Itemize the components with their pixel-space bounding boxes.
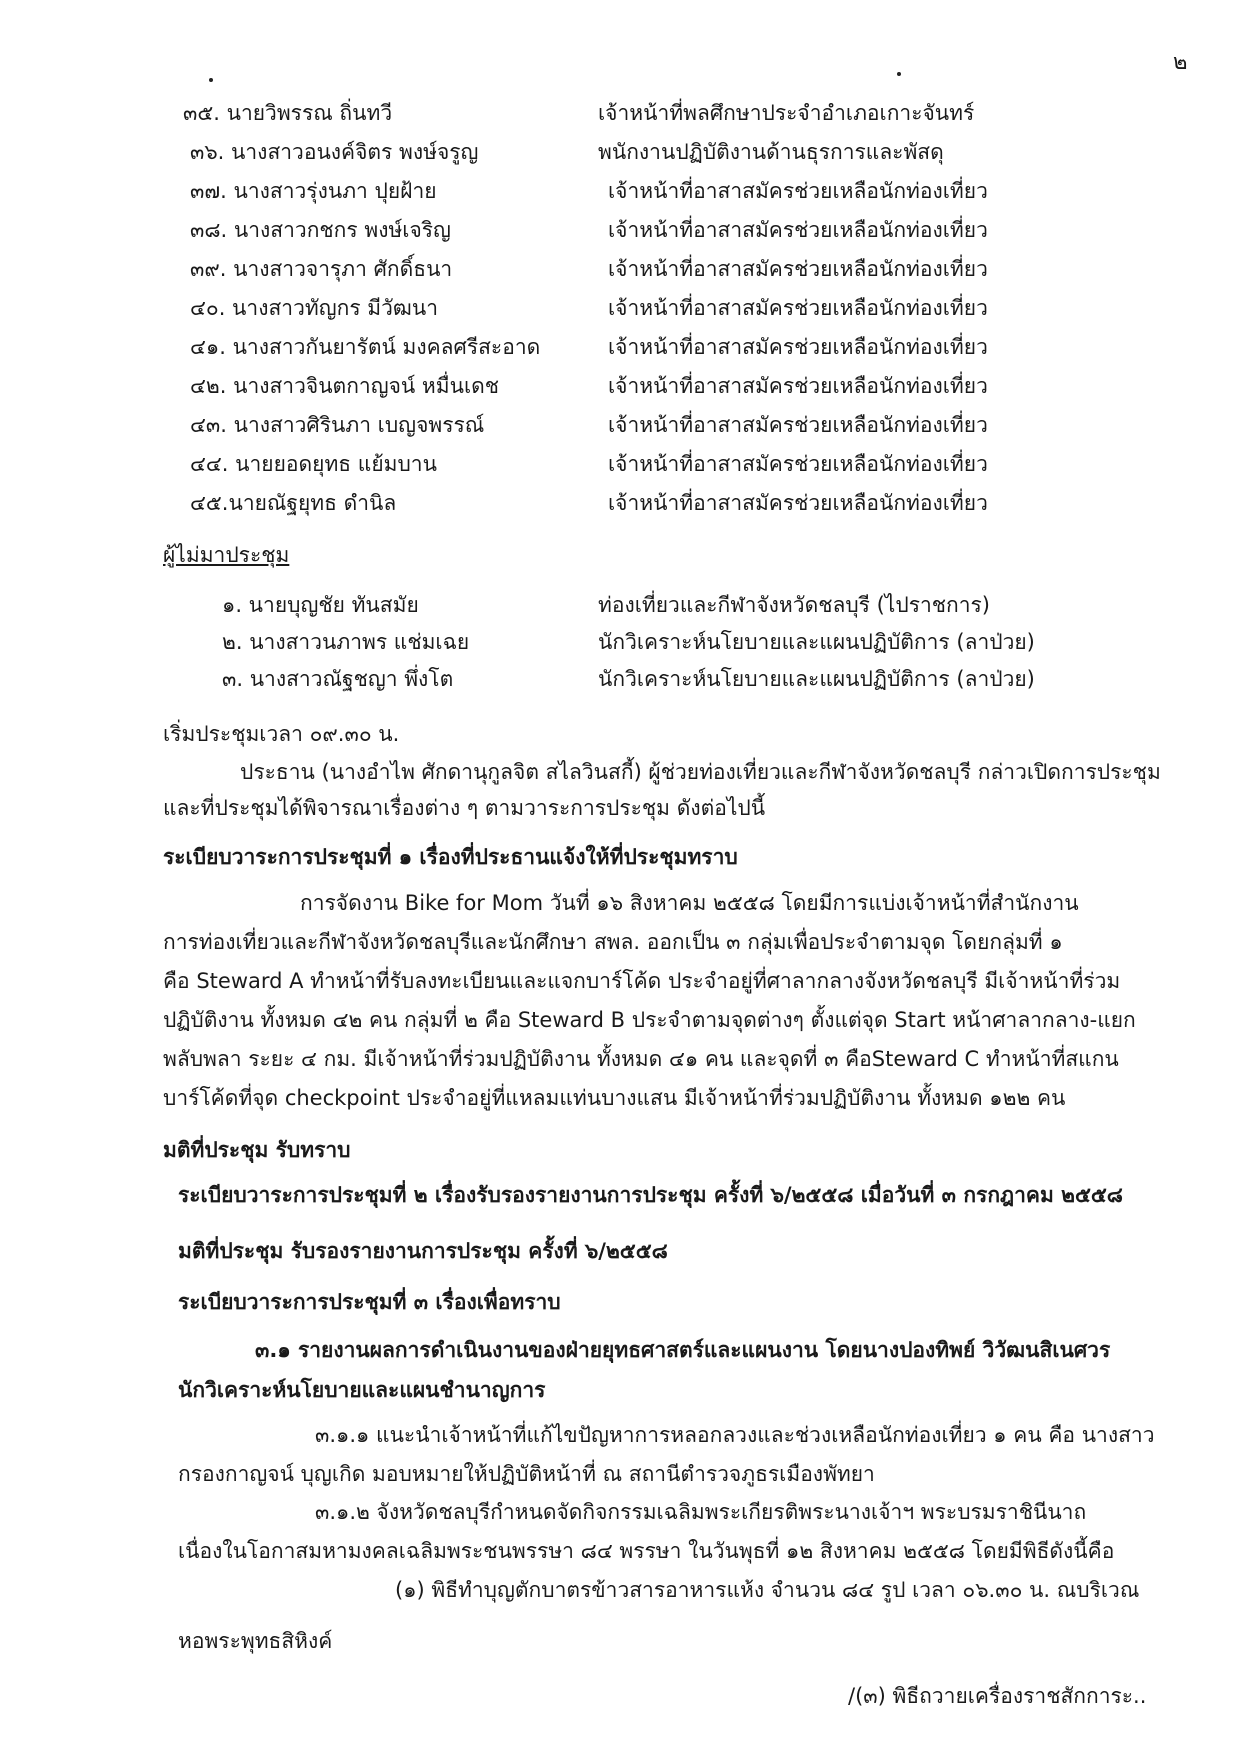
agenda1-heading: ระเบียบวาระการประชุมที่ ๑ เรื่องที่ประธานแจ้งให้ที่ประชุมทราบ <box>163 845 738 869</box>
absent-name: ๑. นายบุญชัย ทันสมัย <box>222 593 419 617</box>
item-3-1-2-line: ๓.๑.๒ จังหวัดชลบุรีกำหนดจัดกิจกรรมเฉลิมพระเกียรติพระนางเจ้าฯ พระบรมราชินีนาถ <box>315 1500 1087 1524</box>
item-3-1-1-line: ๓.๑.๑ แนะนำเจ้าหน้าที่แก้ไขปัญหาการหลอกลวงและช่วงเหลือนักท่องเที่ยว ๑ คน คือ นางสาว <box>315 1423 1155 1447</box>
attendee-role: เจ้าหน้าที่อาสาสมัครช่วยเหลือนักท่องเที่ยว <box>608 413 988 437</box>
absent-role: นักวิเคราะห์นโยบายและแผนปฏิบัติการ (ลาป่วย) <box>598 630 1035 654</box>
page-number: ๒ <box>1173 50 1188 75</box>
absent-name: ๒. นางสาวนภาพร แช่มเฉย <box>222 630 470 654</box>
item-3-1-2-line: หอพระพุทธสิหิงค์ <box>178 1629 333 1653</box>
attendee-name: ๔๕.นายณัฐยุทธ ดำนิล <box>190 491 397 515</box>
attendee-role: เจ้าหน้าที่พลศึกษาประจำอำเภอเกาะจันทร์ <box>598 101 975 125</box>
attendee-name: ๓๗. นางสาวรุ่งนภา ปุยฝ้าย <box>190 179 437 203</box>
attendee-name: ๔๓. นางสาวศิรินภา เบญจพรรณ์ <box>190 413 485 437</box>
opening-line: ประธาน (นางอำไพ ศักดานุกูลจิต สไลวินสกี้) ผู้ช่วยท่องเที่ยวและกีฬาจังหวัดชลบุรี กล่าวเปิดการประชุม <box>240 760 1161 784</box>
absent-name: ๓. นางสาวณัฐชญา พึ่งโต <box>222 667 454 691</box>
attendee-name: ๓๙. นางสาวจารุภา ศักดิ์ธนา <box>190 257 453 281</box>
attendee-role: เจ้าหน้าที่อาสาสมัครช่วยเหลือนักท่องเที่ยว <box>608 374 988 398</box>
scan-speck <box>209 78 213 82</box>
attendee-role: เจ้าหน้าที่อาสาสมัครช่วยเหลือนักท่องเที่ยว <box>608 335 988 359</box>
item-3-1-line: นักวิเคราะห์นโยบายและแผนชำนาญการ <box>178 1378 546 1402</box>
continuation-note: /(๓) พิธีถวายเครื่องราชสักการะ.. <box>848 1684 1147 1708</box>
opening-line: และที่ประชุมได้พิจารณาเรื่องต่าง ๆ ตามวาระการประชุม ดังต่อไปนี้ <box>163 796 766 820</box>
item-3-1-2-line: (๑) พิธีทำบุญตักบาตรข้าวสารอาหารแห้ง จำนวน ๘๔ รูป เวลา ๐๖.๓๐ น. ณบริเวณ <box>395 1578 1140 1602</box>
start-time: เริ่มประชุมเวลา ๐๙.๓๐ น. <box>163 722 400 746</box>
attendee-name: ๓๕. นายวิพรรณ ถิ่นทวี <box>183 101 393 125</box>
agenda1-resolution: มติที่ประชุม รับทราบ <box>163 1138 351 1162</box>
absent-role: ท่องเที่ยวและกีฬาจังหวัดชลบุรี (ไปราชการ) <box>598 593 990 617</box>
absent-role: นักวิเคราะห์นโยบายและแผนปฏิบัติการ (ลาป่วย) <box>598 667 1035 691</box>
agenda1-body-line: การท่องเที่ยวและกีฬาจังหวัดชลบุรีและนักศึกษา สพล. ออกเป็น ๓ กลุ่มเพื่อประจำตามจุด โดยกลุ่มที่ ๑ <box>163 930 1063 954</box>
agenda2-resolution: มติที่ประชุม รับรองรายงานการประชุม ครั้งที่ ๖/๒๕๕๘ <box>178 1239 668 1263</box>
item-3-1-1-line: กรองกาญจน์ บุญเกิด มอบหมายให้ปฏิบัติหน้าที่ ณ สถานีตำรวจภูธรเมืองพัทยา <box>178 1462 875 1486</box>
agenda1-body-line: ปฏิบัติงาน ทั้งหมด ๔๒ คน กลุ่มที่ ๒ คือ Steward B ประจำตามจุดต่างๆ ตั้งแต่จุด Start หน้าศาลากลาง-แยก <box>163 1008 1136 1032</box>
agenda1-body-line: การจัดงาน Bike for Mom วันที่ ๑๖ สิงหาคม ๒๕๕๘ โดยมีการแบ่งเจ้าหน้าที่สำนักงาน <box>300 891 1079 915</box>
agenda1-body-line: พลับพลา ระยะ ๔ กม. มีเจ้าหน้าที่ร่วมปฏิบัติงาน ทั้งหมด ๔๑ คน และจุดที่ ๓ คือSteward C ทำหน้าที่สแกน <box>163 1047 1119 1071</box>
attendee-name: ๓๖. นางสาวอนงค์จิตร พงษ์จรูญ <box>190 140 479 164</box>
absent-heading: ผู้ไม่มาประชุม <box>163 543 290 567</box>
agenda2-heading: ระเบียบวาระการประชุมที่ ๒ เรื่องรับรองรายงานการประชุม ครั้งที่ ๖/๒๕๕๘ เมื่อวันที่ ๓ กรกฎาคม ๒๕๕๘ <box>178 1183 1123 1207</box>
scan-speck <box>897 72 901 76</box>
item-3-1-line: ๓.๑ รายงานผลการดำเนินงานของฝ่ายยุทธศาสตร์และแผนงาน โดยนางปองทิพย์ วิวัฒนสิเนศวร <box>255 1338 1111 1362</box>
attendee-role: เจ้าหน้าที่อาสาสมัครช่วยเหลือนักท่องเที่ยว <box>608 257 988 281</box>
attendee-name: ๓๘. นางสาวกชกร พงษ์เจริญ <box>190 218 451 242</box>
attendee-role: เจ้าหน้าที่อาสาสมัครช่วยเหลือนักท่องเที่ยว <box>608 296 988 320</box>
agenda1-body-line: บาร์โค้ดที่จุด checkpoint ประจำอยู่ที่แหลมแท่นบางแสน มีเจ้าหน้าที่ร่วมปฏิบัติงาน ทั้งหมด ๑๒๒ คน <box>163 1086 1066 1110</box>
attendee-role: เจ้าหน้าที่อาสาสมัครช่วยเหลือนักท่องเที่ยว <box>608 491 988 515</box>
attendee-name: ๔๑. นางสาวกันยารัตน์ มงคลศรีสะอาด <box>190 335 541 359</box>
attendee-name: ๔๒. นางสาวจินตกาญจน์ หมื่นเดช <box>190 374 500 398</box>
agenda3-heading: ระเบียบวาระการประชุมที่ ๓ เรื่องเพื่อทราบ <box>178 1290 561 1314</box>
agenda1-body-line: คือ Steward A ทำหน้าที่รับลงทะเบียนและแจกบาร์โค้ด ประจำอยู่ที่ศาลากลางจังหวัดชลบุรี มีเจ้าหน้าที่ร่วม <box>163 969 1121 993</box>
attendee-role: เจ้าหน้าที่อาสาสมัครช่วยเหลือนักท่องเที่ยว <box>608 179 988 203</box>
attendee-name: ๔๔. นายยอดยุทธ แย้มบาน <box>190 452 437 476</box>
attendee-role: พนักงานปฏิบัติงานด้านธุรการและพัสดุ <box>598 140 944 164</box>
attendee-name: ๔๐. นางสาวทัญกร มีวัฒนา <box>190 296 439 320</box>
item-3-1-2-line: เนื่องในโอกาสมหามงคลเฉลิมพระชนพรรษา ๘๔ พรรษา ในวันพุธที่ ๑๒ สิงหาคม ๒๕๕๘ โดยมีพิธีดังนี้คือ <box>178 1539 1115 1563</box>
attendee-role: เจ้าหน้าที่อาสาสมัครช่วยเหลือนักท่องเที่ยว <box>608 218 988 242</box>
attendee-role: เจ้าหน้าที่อาสาสมัครช่วยเหลือนักท่องเที่ยว <box>608 452 988 476</box>
